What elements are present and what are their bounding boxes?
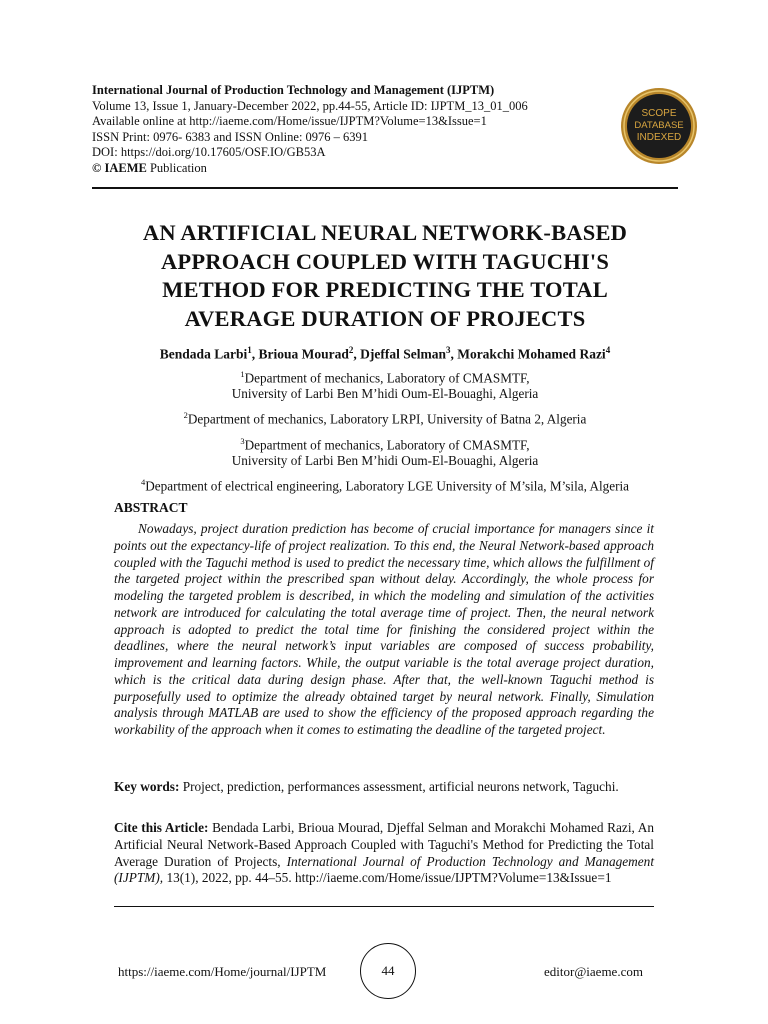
- author-name: Morakchi Mohamed Razi: [457, 346, 606, 362]
- publisher-name: IAEME: [104, 160, 147, 175]
- author-separator: ,: [251, 346, 259, 362]
- publisher-line: [92, 161, 592, 177]
- affiliation-1-line-2: University of Larbi Ben M’hidi Oum-El-Bouaghi, Algeria: [231, 386, 539, 402]
- doi-info: DOI: https://doi.org/10.17605/OSF.IO/GB53A: [92, 145, 326, 159]
- author-list: [60, 345, 710, 363]
- affiliation-mark: 1: [240, 369, 245, 379]
- affiliation-mark: 4: [141, 477, 146, 488]
- affiliation-3-line-1: [60, 433, 710, 453]
- affiliation-mark: 2: [183, 410, 188, 421]
- affiliation-2: [60, 407, 710, 427]
- affiliation-4: [60, 474, 710, 494]
- author-name: Brioua Mourad: [258, 346, 349, 362]
- page-number-text: 44: [381, 963, 395, 978]
- author-name: Djeffal Selman: [360, 346, 446, 362]
- editor-email-link[interactable]: editor@iaeme.com: [544, 964, 643, 979]
- cite-volume: 13(1), 2022, pp. 44–55.: [166, 870, 292, 886]
- footer-divider: [114, 906, 654, 907]
- affiliation-1-line-1: [60, 366, 710, 386]
- keywords-label: Key words:: [114, 779, 180, 794]
- volume-info: Volume 13, Issue 1, January-December 2022, pp.44-55, Article ID: IJPTM_13_01_006: [92, 98, 528, 113]
- scope-indexed-badge-icon: [620, 87, 698, 165]
- author-separator: ,: [450, 346, 458, 362]
- citation: [114, 820, 654, 887]
- keywords-text: Project, prediction, performances assessment, artificial neurons network, Taguchi.: [182, 779, 619, 794]
- keywords: [114, 779, 654, 796]
- affiliation-3-line-2: University of Larbi Ben M’hidi Oum-El-Bouaghi, Algeria: [231, 453, 539, 469]
- publisher-suffix: Publication: [149, 160, 207, 175]
- badge-text-indexed: INDEXED: [636, 132, 682, 143]
- cite-label: Cite this Article:: [114, 820, 209, 835]
- cite-journal: International Journal of Production Technology and Management (IJPTM),: [114, 853, 655, 886]
- affiliation-mark: 3: [240, 435, 245, 446]
- author-affil-mark: 2: [348, 345, 354, 355]
- title-line: AVERAGE DURATION OF PROJECTS: [184, 305, 586, 331]
- available-online: Available online at http://iaeme.com/Home/issue/IJPTM?Volume=13&Issue=1: [92, 114, 487, 128]
- journal-header: [92, 83, 592, 176]
- affiliation-text: Department of mechanics, Laboratory LRPI, University of Batna 2, Algeria: [187, 411, 587, 427]
- cite-url-link[interactable]: http://iaeme.com/Home/issue/IJPTM?Volume=13&Issue=1: [294, 870, 612, 886]
- affiliations: [60, 366, 710, 495]
- author-affil-mark: 3: [445, 345, 451, 355]
- page-number: [360, 943, 416, 999]
- affiliation-text: Department of mechanics, Laboratory of CMASMTF,: [244, 437, 530, 453]
- author-affil-mark: 1: [247, 345, 252, 355]
- title-line: APPROACH COUPLED WITH TAGUCHI'S: [160, 248, 610, 274]
- journal-name: International Journal of Production Technology and Management (IJPTM): [92, 83, 495, 97]
- cite-text: Bendada Larbi, Brioua Mourad, Djeffal Selman and Morakchi Mohamed Razi, An Artificial Neural Network-Based Approach Coupled with Taguchi's Method for Predicting the Total Average Duration of Projects,: [114, 820, 654, 869]
- affiliation-text: Department of electrical engineering, Laboratory LGE University of M’sila, M’sila, Algeria: [145, 478, 629, 494]
- badge-text-database: DATABASE: [634, 120, 684, 131]
- badge-text-scope: SCOPE: [641, 108, 677, 119]
- author-affil-mark: 4: [605, 345, 611, 355]
- author-name: Bendada Larbi: [159, 346, 248, 362]
- paper-title: [92, 219, 678, 333]
- header-divider: [92, 187, 678, 189]
- title-line: AN ARTIFICIAL NEURAL NETWORK-BASED: [142, 220, 628, 245]
- journal-url-link[interactable]: https://iaeme.com/Home/journal/IJPTM: [118, 964, 327, 979]
- title-line: METHOD FOR PREDICTING THE TOTAL: [162, 277, 608, 302]
- author-separator: ,: [353, 346, 361, 362]
- copyright-symbol: ©: [92, 160, 102, 175]
- abstract-heading: ABSTRACT: [114, 500, 188, 515]
- affiliation-text: Department of mechanics, Laboratory of CMASMTF,: [244, 370, 530, 386]
- abstract-text: Nowadays, project duration prediction has become of crucial importance for managers since it points out the expectancy-life of project realization. To this end, the Neural Network-based approach coupled with the Taguchi method is used to predict the necessary time, which allows the fulfillment of the targeted project within the prescribed span without delay. Accordingly, the whole process for modeling the targeted problem is described, in which the modeling and simulation of the activities network are introduced for calculating the total average time of project. Then, the neural network approach is adopted to predict the total time for finishing the considered project within the deadlines, where the neural network’s input variables are composed of success probability, improvement and learning factors. While, the output variable is the total average project duration, which is the critical data during design phase. After that, the well-known Taguchi method is purposefully used to optimize the already obtained target by neural network. Finally, Simulation analysis through MATLAB are used to show the efficiency of the proposed approach regarding the workability of the approach when it comes to estimating the deadline of the targeted project.: [114, 521, 654, 737]
- issn-info: ISSN Print: 0976- 6383 and ISSN Online: 0976 – 6391: [92, 129, 369, 144]
